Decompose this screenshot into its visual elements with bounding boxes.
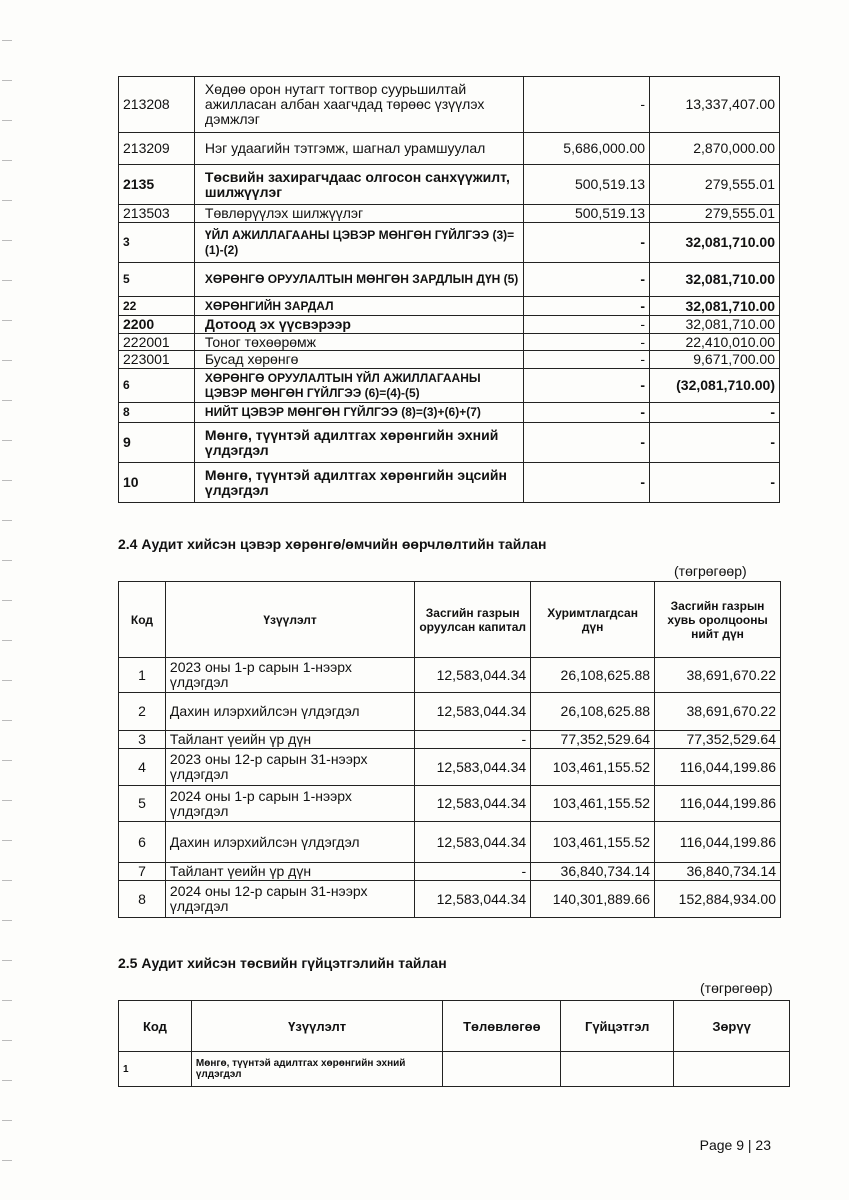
cash-flow-table — [118, 76, 780, 503]
row-value-2: - — [650, 403, 780, 423]
row-code: 213208 — [119, 77, 195, 133]
row-total: 38,691,670.22 — [655, 693, 781, 731]
row-capital: 12,583,044.34 — [415, 881, 531, 918]
header-accumulated: Хуримтлагдсан дүн — [531, 582, 655, 658]
header-diff: Зөрүү — [674, 1001, 790, 1052]
row-value-2: - — [650, 463, 780, 503]
row-total: 152,884,934.00 — [655, 881, 781, 918]
row-value-2: (32,081,710.00) — [650, 369, 780, 403]
row-capital: 12,583,044.34 — [415, 658, 531, 693]
row-capital: 12,583,044.34 — [415, 749, 531, 786]
row-value-1: - — [524, 316, 650, 334]
row-accumulated: 103,461,155.52 — [531, 822, 655, 863]
header-capital: Засгийн газрын оруулсан капитал — [415, 582, 531, 658]
row-description: ХӨРӨНГӨ ОРУУЛАЛТЫН МӨНГӨН ЗАРДЛЫН ДҮН (5) — [194, 263, 523, 297]
row-total: 36,840,734.14 — [655, 863, 781, 881]
row-code: 6 — [119, 822, 166, 863]
row-value-2: 32,081,710.00 — [650, 297, 780, 316]
row-value-2: 32,081,710.00 — [650, 263, 780, 297]
row-description: ҮЙЛ АЖИЛЛАГААНЫ ЦЭВЭР МӨНГӨН ГҮЙЛГЭЭ (3)=(1)-(2) — [194, 223, 523, 263]
table-row — [119, 881, 781, 918]
row-label: Тайлант үеийн үр дүн — [165, 731, 414, 749]
row-code: 7 — [119, 863, 166, 881]
row-description: ХӨРӨНГӨ ОРУУЛАЛТЫН ҮЙЛ АЖИЛЛАГААНЫ ЦЭВЭР МӨНГӨН ГҮЙЛГЭЭ (6)=(4)-(5) — [194, 369, 523, 403]
header-actual: Гүйцэтгэл — [561, 1001, 674, 1052]
row-label: Дахин илэрхийлсэн үлдэгдэл — [165, 693, 414, 731]
row-accumulated: 26,108,625.88 — [531, 693, 655, 731]
table-row — [119, 205, 780, 223]
net-assets-change-table — [118, 581, 781, 918]
row-label: 2023 оны 1-р сарын 1-нээрх үлдэгдэл — [165, 658, 414, 693]
row-code: 4 — [119, 749, 166, 786]
row-value-2: 2,870,000.00 — [650, 133, 780, 165]
table-row — [119, 693, 781, 731]
row-value-1: - — [524, 423, 650, 463]
row-value-1: - — [524, 223, 650, 263]
row-code: 213503 — [119, 205, 195, 223]
row-code: 222001 — [119, 334, 195, 351]
row-accumulated: 140,301,889.66 — [531, 881, 655, 918]
row-label: Тайлант үеийн үр дүн — [165, 863, 414, 881]
row-accumulated: 26,108,625.88 — [531, 658, 655, 693]
row-accumulated: 77,352,529.64 — [531, 731, 655, 749]
row-label: 2024 оны 1-р сарын 1-нээрх үлдэгдэл — [165, 786, 414, 822]
row-value-1: - — [524, 77, 650, 133]
table-row — [119, 403, 780, 423]
row-code: 1 — [119, 1052, 192, 1087]
table-row — [119, 351, 780, 369]
row-label: Дахин илэрхийлсэн үлдэгдэл — [165, 822, 414, 863]
row-value-1: 500,519.13 — [524, 165, 650, 205]
row-value-1: - — [524, 351, 650, 369]
row-description: Төвлөрүүлэх шилжүүлэг — [194, 205, 523, 223]
currency-unit-label: (төгрөгөөр) — [700, 980, 773, 996]
row-value-2: 32,081,710.00 — [650, 223, 780, 263]
table-row — [119, 369, 780, 403]
row-code: 3 — [119, 731, 166, 749]
row-description: Бусад хөрөнгө — [194, 351, 523, 369]
header-code: Код — [119, 582, 166, 658]
table-row — [119, 658, 781, 693]
row-plan — [443, 1052, 561, 1087]
table-row — [119, 423, 780, 463]
table-row — [119, 863, 781, 881]
row-value-1: - — [524, 334, 650, 351]
row-total: 116,044,199.86 — [655, 786, 781, 822]
row-description: Дотоод эх үүсвэрээр — [194, 316, 523, 334]
row-description: НИЙТ ЦЭВЭР МӨНГӨН ГҮЙЛГЭЭ (8)=(3)+(6)+(7) — [194, 403, 523, 423]
budget-execution-table — [118, 1000, 790, 1087]
row-capital: - — [415, 863, 531, 881]
table-row — [119, 463, 780, 503]
table-row — [119, 334, 780, 351]
row-label: 2024 оны 12-р сарын 31-нээрх үлдэгдэл — [165, 881, 414, 918]
row-capital: 12,583,044.34 — [415, 822, 531, 863]
row-value-2: 22,410,010.00 — [650, 334, 780, 351]
row-code: 223001 — [119, 351, 195, 369]
table-row — [119, 822, 781, 863]
row-total: 116,044,199.86 — [655, 749, 781, 786]
row-code: 10 — [119, 463, 195, 503]
row-code: 3 — [119, 223, 195, 263]
row-description: Мөнгө, түүнтэй адилтгах хөрөнгийн эхний үлдэгдэл — [194, 423, 523, 463]
row-value-1: - — [524, 403, 650, 423]
table-row — [119, 223, 780, 263]
row-value-2: 32,081,710.00 — [650, 316, 780, 334]
row-value-1: 5,686,000.00 — [524, 133, 650, 165]
table-row — [119, 77, 780, 133]
table-row — [119, 133, 780, 165]
row-capital: 12,583,044.34 — [415, 693, 531, 731]
row-accumulated: 36,840,734.14 — [531, 863, 655, 881]
row-code: 8 — [119, 403, 195, 423]
row-code: 5 — [119, 786, 166, 822]
row-code: 5 — [119, 263, 195, 297]
row-code: 2200 — [119, 316, 195, 334]
row-value-2: 279,555.01 — [650, 205, 780, 223]
row-total: 77,352,529.64 — [655, 731, 781, 749]
header-total: Засгийн газрын хувь оролцооны нийт дүн — [655, 582, 781, 658]
row-description: Төсвийн захирагчдаас олгосон санхүүжилт, шилжүүлэг — [194, 165, 523, 205]
row-description: Мөнгө, түүнтэй адилтгах хөрөнгийн эцсийн үлдэгдэл — [194, 463, 523, 503]
table-row — [119, 316, 780, 334]
row-label: Мөнгө, түүнтэй адилтгах хөрөнгийн эхний үлдэгдэл — [191, 1052, 442, 1087]
table-row — [119, 1052, 790, 1087]
row-actual — [561, 1052, 674, 1087]
row-description: Нэг удаагийн тэтгэмж, шагнал урамшуулал — [194, 133, 523, 165]
table-row — [119, 165, 780, 205]
currency-unit-label: (төгрөгөөр) — [674, 563, 747, 579]
row-code: 6 — [119, 369, 195, 403]
row-capital: - — [415, 731, 531, 749]
row-value-1: - — [524, 263, 650, 297]
row-code: 22 — [119, 297, 195, 316]
table-header-row — [119, 1001, 790, 1052]
row-code: 8 — [119, 881, 166, 918]
header-code: Код — [119, 1001, 192, 1052]
row-code: 9 — [119, 423, 195, 463]
table-row — [119, 786, 781, 822]
row-value-1: - — [524, 297, 650, 316]
header-indicator: Үзүүлэлт — [165, 582, 414, 658]
row-value-1: - — [524, 369, 650, 403]
row-total: 116,044,199.86 — [655, 822, 781, 863]
header-indicator: Үзүүлэлт — [191, 1001, 442, 1052]
row-label: 2023 оны 12-р сарын 31-нээрх үлдэгдэл — [165, 749, 414, 786]
row-description: ХӨРӨНГИЙН ЗАРДАЛ — [194, 297, 523, 316]
row-value-2: 9,671,700.00 — [650, 351, 780, 369]
row-value-2: - — [650, 423, 780, 463]
row-diff — [674, 1052, 790, 1087]
row-value-1: 500,519.13 — [524, 205, 650, 223]
row-value-2: 279,555.01 — [650, 165, 780, 205]
row-accumulated: 103,461,155.52 — [531, 749, 655, 786]
table-header-row — [119, 582, 781, 658]
table-row — [119, 731, 781, 749]
section-2-4-title: 2.4 Аудит хийсэн цэвэр хөрөнгө/өмчийн өөрчлөлтийн тайлан — [118, 536, 547, 552]
row-code: 2 — [119, 693, 166, 731]
table-row — [119, 297, 780, 316]
row-description: Хөдөө орон нутагт тогтвор суурьшилтай ажилласан албан хаагчдад төрөөс үзүүлэх дэмжлэг — [194, 77, 523, 133]
table-row — [119, 263, 780, 297]
header-plan: Төлөвлөгөө — [443, 1001, 561, 1052]
row-accumulated: 103,461,155.52 — [531, 786, 655, 822]
row-capital: 12,583,044.34 — [415, 786, 531, 822]
row-code: 1 — [119, 658, 166, 693]
binder-margin — [0, 0, 14, 1200]
row-code: 213209 — [119, 133, 195, 165]
row-value-2: 13,337,407.00 — [650, 77, 780, 133]
section-2-5-title: 2.5 Аудит хийсэн төсвийн гүйцэтгэлийн тайлан — [118, 955, 447, 971]
row-description: Тоног төхөөрөмж — [194, 334, 523, 351]
row-value-1: - — [524, 463, 650, 503]
row-code: 2135 — [119, 165, 195, 205]
page-number: Page 9 | 23 — [699, 1137, 771, 1153]
row-total: 38,691,670.22 — [655, 658, 781, 693]
table-row — [119, 749, 781, 786]
